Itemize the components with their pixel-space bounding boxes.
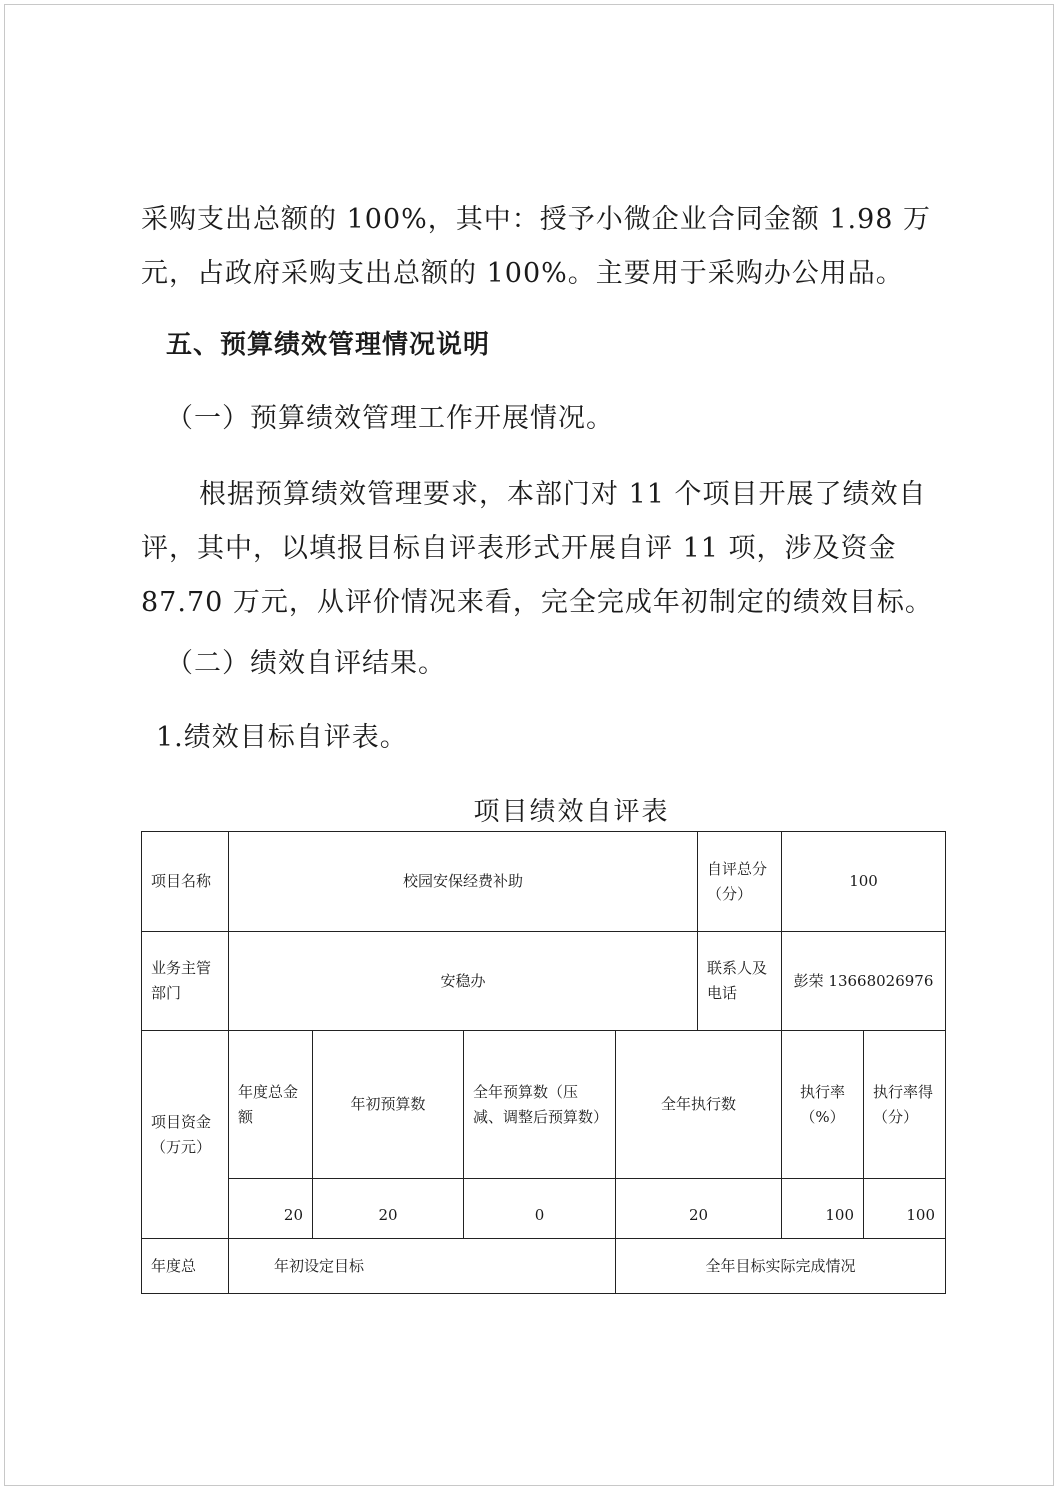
subsection-heading: （一）预算绩效管理工作开展情况。 <box>166 403 614 434</box>
val-initial-budget: 20 <box>313 1179 464 1239</box>
val-full-year-budget: 0 <box>464 1179 616 1239</box>
paragraph-performance <box>141 468 931 630</box>
paragraph-procurement <box>141 193 931 301</box>
val-exec-score: 100 <box>864 1179 946 1239</box>
table-title: 项目绩效自评表 <box>473 797 670 827</box>
self-score-label: 自评总分（分） <box>698 832 782 932</box>
val-full-year-exec: 20 <box>616 1179 782 1239</box>
funds-label: 项目资金（万元） <box>142 1031 229 1239</box>
text-line: 元，占政府采购支出总额的 100%。主要用于采购办公用品。 <box>141 258 904 289</box>
contact-label: 联系人及电话 <box>698 932 782 1031</box>
col-exec-rate: 执行率（%） <box>782 1031 864 1179</box>
col-exec-score: 执行率得（分） <box>864 1031 946 1179</box>
project-name-value: 校园安保经费补助 <box>229 832 698 932</box>
project-name-label: 项目名称 <box>142 832 229 932</box>
annual-goal-label: 年度总 <box>142 1239 229 1294</box>
dept-label: 业务主管部门 <box>142 932 229 1031</box>
val-annual-total: 20 <box>229 1179 313 1239</box>
text-line: 采购支出总额的 100%，其中：授予小微企业合同金额 1.98 万 <box>141 204 932 235</box>
text-line: 87.70 万元，从评价情况来看，完全完成年初制定的绩效目标。 <box>141 587 933 618</box>
subsection-heading: （二）绩效自评结果。 <box>166 648 446 679</box>
col-full-year-budget: 全年预算数（压减、调整后预算数） <box>464 1031 616 1179</box>
actual-completion-label: 全年目标实际完成情况 <box>616 1239 946 1294</box>
dept-value: 安稳办 <box>229 932 698 1031</box>
col-full-year-exec: 全年执行数 <box>616 1031 782 1179</box>
initial-goal-label: 年初设定目标 <box>229 1239 616 1294</box>
text-line: 根据预算绩效管理要求，本部门对 11 个项目开展了绩效自 <box>199 479 927 510</box>
list-item-heading: 1.绩效目标自评表。 <box>156 722 408 753</box>
self-score-value: 100 <box>782 832 946 932</box>
val-exec-rate: 100 <box>782 1179 864 1239</box>
col-annual-total: 年度总金额 <box>229 1031 313 1179</box>
col-initial-budget: 年初预算数 <box>313 1031 464 1179</box>
text-line: 评，其中，以填报目标自评表形式开展自评 11 项，涉及资金 <box>141 533 897 564</box>
contact-value: 彭荣 13668026976 <box>782 932 946 1031</box>
section-heading: 五、预算绩效管理情况说明 <box>166 330 491 360</box>
performance-table <box>141 831 946 1294</box>
